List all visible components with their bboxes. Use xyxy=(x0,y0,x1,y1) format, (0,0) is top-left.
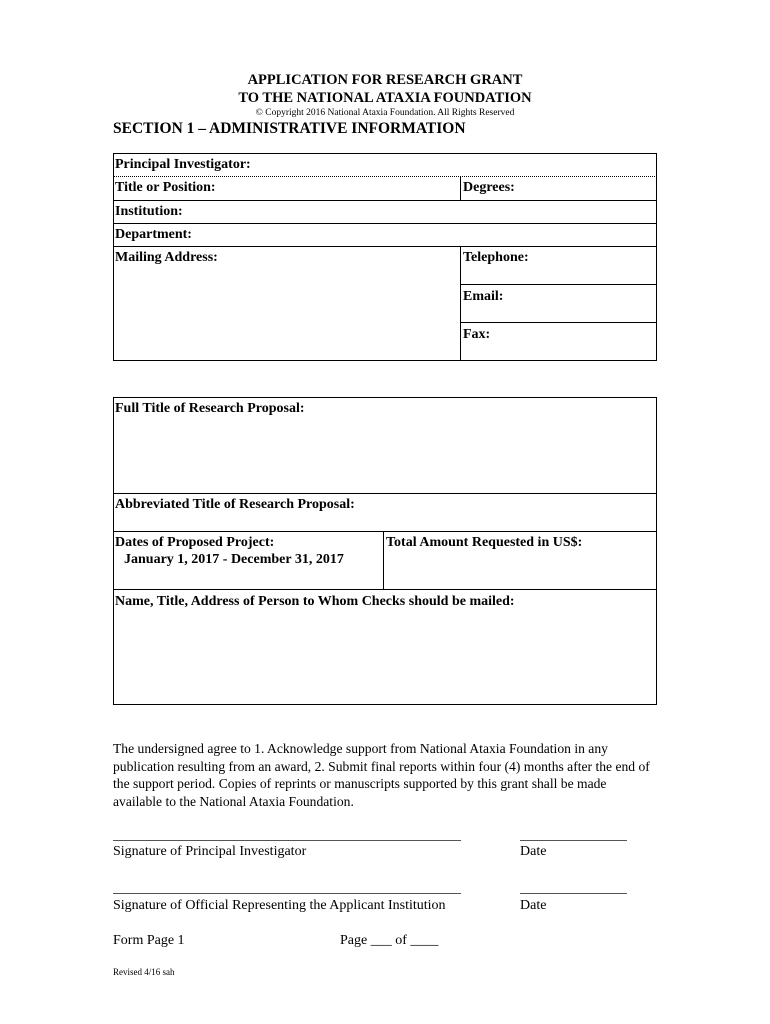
degrees-field[interactable]: Degrees: xyxy=(463,180,515,195)
email-field[interactable]: Email: xyxy=(463,289,504,304)
form-title-line2: TO THE NATIONAL ATAXIA FOUNDATION xyxy=(238,90,532,106)
project-dates-value: January 1, 2017 - December 31, 2017 xyxy=(124,552,344,567)
row-divider xyxy=(460,284,657,285)
row-divider xyxy=(113,493,657,494)
row-divider xyxy=(113,176,657,177)
project-dates-label: Dates of Proposed Project: xyxy=(115,535,275,550)
page-number-label: Page ___ of ____ xyxy=(340,933,439,948)
pi-date-label: Date xyxy=(520,844,547,859)
form-page-label: Form Page 1 xyxy=(113,933,185,948)
pi-signature-label: Signature of Principal Investigator xyxy=(113,844,307,859)
copyright-notice: © Copyright 2016 National Ataxia Foundation. All Rights Reserved xyxy=(255,108,515,118)
official-date-label: Date xyxy=(520,898,547,913)
checks-recipient-field[interactable]: Name, Title, Address of Person to Whom Checks should be mailed: xyxy=(115,594,515,609)
pi-signature-line[interactable] xyxy=(113,840,461,841)
row-divider xyxy=(113,223,657,224)
abbreviated-title-field[interactable]: Abbreviated Title of Research Proposal: xyxy=(115,497,355,512)
official-date-line[interactable] xyxy=(520,893,627,894)
column-divider xyxy=(460,246,461,361)
official-signature-label: Signature of Official Representing the Applicant Institution xyxy=(113,898,446,913)
total-amount-field[interactable]: Total Amount Requested in US$: xyxy=(386,535,583,550)
row-divider xyxy=(113,531,657,532)
institution-field[interactable]: Institution: xyxy=(115,204,183,219)
fax-field[interactable]: Fax: xyxy=(463,327,491,342)
row-divider xyxy=(460,322,657,323)
revision-note: Revised 4/16 sah xyxy=(113,967,175,977)
telephone-field[interactable]: Telephone: xyxy=(463,250,529,265)
row-divider xyxy=(113,246,657,247)
official-signature-line[interactable] xyxy=(113,893,461,894)
principal-investigator-field[interactable]: Principal Investigator: xyxy=(115,157,251,172)
row-divider xyxy=(113,200,657,201)
column-divider xyxy=(383,531,384,589)
row-divider xyxy=(113,589,657,590)
department-field[interactable]: Department: xyxy=(115,227,192,242)
mailing-address-field[interactable]: Mailing Address: xyxy=(115,250,218,265)
full-title-field[interactable]: Full Title of Research Proposal: xyxy=(115,401,305,416)
title-position-field[interactable]: Title or Position: xyxy=(115,180,216,195)
agreement-text: The undersigned agree to 1. Acknowledge support from National Ataxia Foundation in any publication resulting from an award, 2. Submit final reports within four (4) months after the end of the support period. Copies of reprints or manuscripts supported by this grant shall be made available to the National Ataxia Foundation. xyxy=(113,741,650,809)
form-title-line1: APPLICATION FOR RESEARCH GRANT xyxy=(247,72,523,88)
column-divider xyxy=(460,176,461,200)
section-heading: SECTION 1 – ADMINISTRATIVE INFORMATION xyxy=(113,120,466,137)
pi-date-line[interactable] xyxy=(520,840,627,841)
